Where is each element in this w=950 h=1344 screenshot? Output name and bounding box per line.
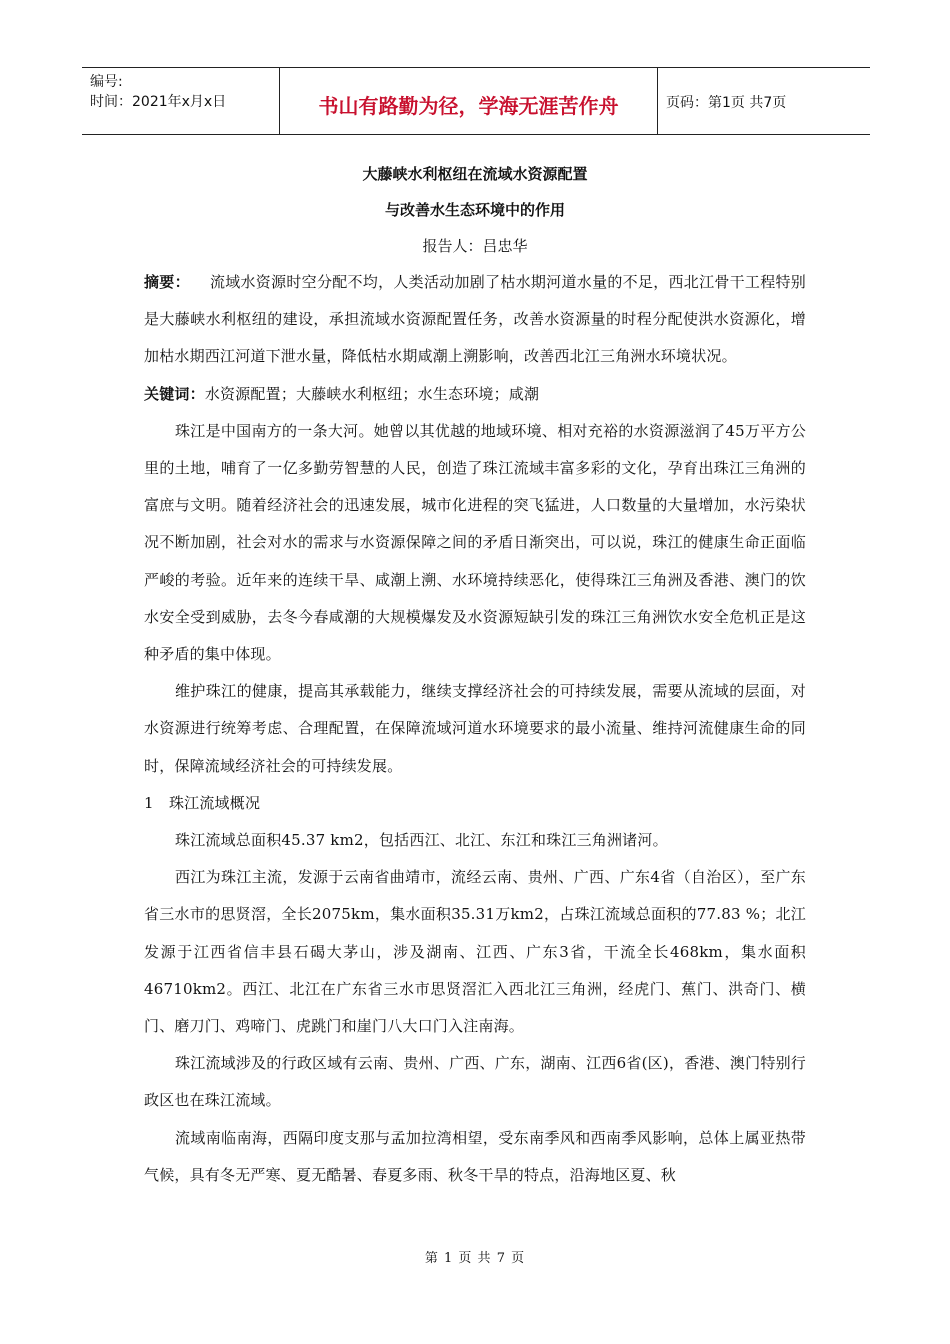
number-label: 编号:: [90, 74, 123, 90]
title-line-2: 与改善水生态环境中的作用: [384, 201, 565, 219]
paragraph-3: 珠江流域总面积45.37 km2，包括西江、北江、东江和珠江三角洲诸河。: [175, 831, 668, 850]
header-meta: [82, 68, 280, 134]
document-body: [144, 156, 806, 1194]
header-motto: 书山有路勤为径，学海无涯苦作舟: [280, 68, 658, 134]
abstract: [144, 264, 806, 376]
section-heading-1: 1 珠江流域概况: [144, 793, 261, 812]
document-header: [82, 67, 870, 135]
keywords: [144, 376, 806, 413]
abstract-label: 摘要：: [144, 273, 190, 291]
title-line-1: 大藤峡水利枢纽在流域水资源配置: [362, 165, 588, 183]
keywords-text: 水资源配置；大藤峡水利枢纽；水生态环境；咸潮: [204, 384, 540, 403]
page-footer: 第 1 页 共 7 页: [424, 1251, 526, 1266]
paragraph-5: 珠江流域涉及的行政区域有云南、贵州、广西、广东，湖南、江西6省(区)，香港、澳门特别行政区也在珠江流域。: [144, 1054, 806, 1110]
paragraph-1: 珠江是中国南方的一条大河。她曾以其优越的地域环境、相对充裕的水资源滋润了45万平方公里的土地，哺育了一亿多勤劳智慧的人民，创造了珠江流域丰富多彩的文化，孕育出珠江三角洲的富庶与文明。随着经济社会的迅速发展，城市化进程的突飞猛进，人口数量的大量增加，水污染状况不断加剧，社会对水的需求与水资源保障之间的矛盾日渐突出，可以说，珠江的健康生命正面临严峻的考验。近年来的连续干旱、咸潮上溯、水环境持续恶化，使得珠江三角洲及香港、澳门的饮水安全受到威胁，去冬今春咸潮的大规模爆发及水资源短缺引发的珠江三角洲饮水安全危机正是这种矛盾的集中体现。: [144, 421, 806, 664]
paragraph-4: 西江为珠江主流，发源于云南省曲靖市，流经云南、贵州、广西、广东4省（自治区），至广东省三水市的思贤滘，全长2075km，集水面积35.31万km2，占珠江流域总面积的77.83 %；北江发源于江西省信丰县石碣大茅山，涉及湖南、江西、广东3省，干流全长468km，集水面积46710km2。西江、北江在广东省三水市思贤滘汇入西北江三角洲，经虎门、蕉门、洪奇门、横门、磨刀门、鸡啼门、虎跳门和崖门八大口门入注南海。: [144, 868, 806, 1036]
reporter: 报告人：吕忠华: [422, 237, 528, 255]
keywords-label: 关键词：: [144, 384, 205, 403]
paragraph-6: 流域南临南海，西隔印度支那与孟加拉湾相望，受东南季风和西南季风影响，总体上属亚热带气候，具有冬无严寒、夏无酷暑、春夏多雨、秋冬干旱的特点，沿海地区夏、秋: [144, 1128, 806, 1184]
header-page-info: 页码：第1页 共7页: [666, 95, 787, 111]
paragraph-2: 维护珠江的健康，提高其承载能力，继续支撑经济社会的可持续发展，需要从流域的层面，对水资源进行统筹考虑、合理配置，在保障流域河道水环境要求的最小流量、维持河流健康生命的同时，保障流域经济社会的可持续发展。: [144, 682, 806, 775]
abstract-text: 流域水资源时空分配不均，人类活动加剧了枯水期河道水量的不足，西北江骨干工程特别是大藤峡水利枢纽的建设，承担流域水资源配置任务，改善水资源量的时程分配使洪水资源化，增加枯水期西江河道下泄水量，降低枯水期咸潮上溯影响，改善西北江三角洲水环境状况。: [144, 273, 806, 366]
date-label: 时间：2021年x月x日: [90, 94, 227, 110]
